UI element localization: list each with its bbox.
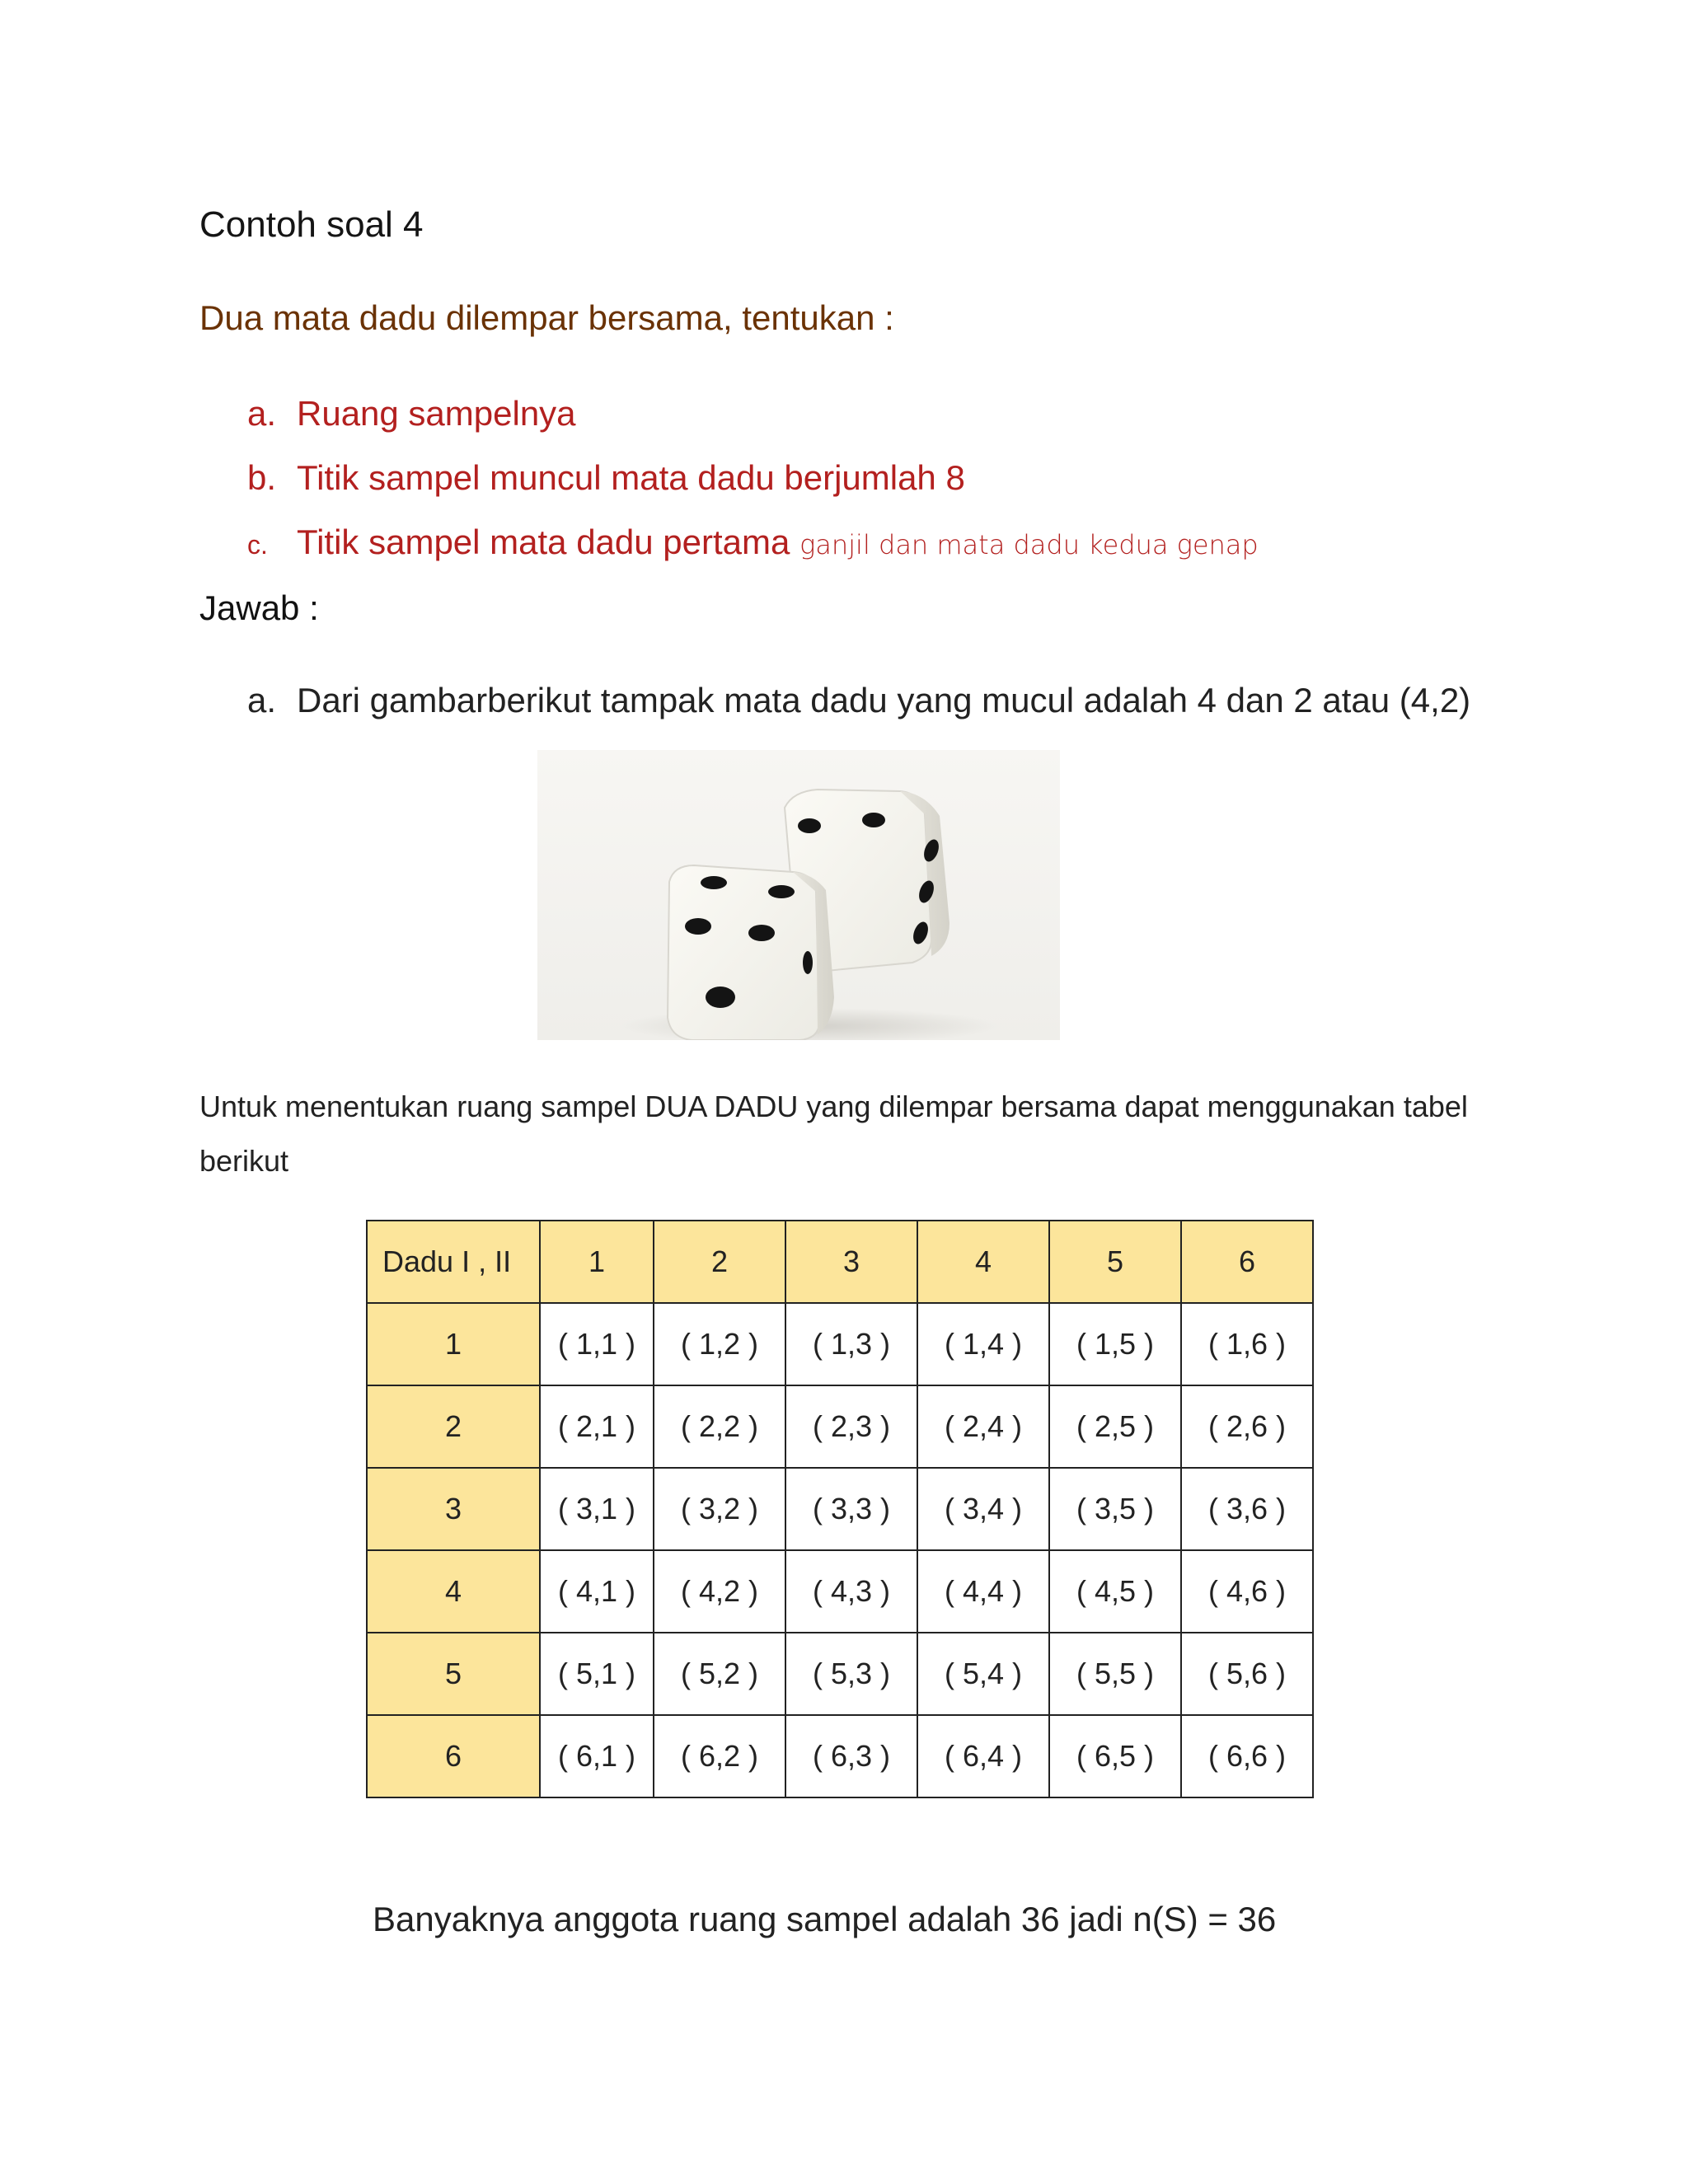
table-cell: ( 6,2 ) bbox=[654, 1715, 785, 1797]
table-cell: ( 3,6 ) bbox=[1181, 1468, 1313, 1550]
table-cell: ( 2,2 ) bbox=[654, 1385, 785, 1468]
question-item-text: Ruang sampelnya bbox=[297, 394, 576, 433]
question-text: Dua mata dadu dilempar bersama, tentukan : bbox=[199, 298, 894, 337]
table-cell: ( 1,4 ) bbox=[917, 1303, 1049, 1385]
list-marker: c. bbox=[247, 530, 268, 560]
table-header-row bbox=[367, 1221, 1313, 1303]
table-cell: ( 6,5 ) bbox=[1049, 1715, 1181, 1797]
table-cell: ( 1,6 ) bbox=[1181, 1303, 1313, 1385]
table-cell: ( 1,3 ) bbox=[785, 1303, 917, 1385]
dice-image bbox=[537, 750, 1060, 1040]
table-cell: ( 4,5 ) bbox=[1049, 1550, 1181, 1633]
table-cell: ( 4,1 ) bbox=[540, 1550, 654, 1633]
table-row bbox=[367, 1468, 1313, 1550]
column-header: 4 bbox=[917, 1221, 1049, 1303]
table-cell: ( 5,3 ) bbox=[785, 1633, 917, 1715]
question-item-c bbox=[247, 523, 1259, 562]
row-header: 1 bbox=[367, 1303, 540, 1385]
table-cell: ( 3,1 ) bbox=[540, 1468, 654, 1550]
question-item-text: Titik sampel muncul mata dadu berjumlah 8 bbox=[297, 458, 965, 497]
list-marker: b. bbox=[247, 458, 277, 497]
table-corner-cell: Dadu I , II bbox=[367, 1221, 540, 1303]
table-row bbox=[367, 1715, 1313, 1797]
table-row bbox=[367, 1550, 1313, 1633]
table-cell: ( 3,2 ) bbox=[654, 1468, 785, 1550]
table-cell: ( 2,3 ) bbox=[785, 1385, 917, 1468]
question-item-tail: ganjil dan mata dadu kedua genap bbox=[799, 529, 1259, 560]
row-header: 6 bbox=[367, 1715, 540, 1797]
column-header: 5 bbox=[1049, 1221, 1181, 1303]
table-cell: ( 2,6 ) bbox=[1181, 1385, 1313, 1468]
column-header: 3 bbox=[785, 1221, 917, 1303]
row-header: 3 bbox=[367, 1468, 540, 1550]
row-header: 4 bbox=[367, 1550, 540, 1633]
table-cell: ( 1,2 ) bbox=[654, 1303, 785, 1385]
column-header: 1 bbox=[540, 1221, 654, 1303]
table-cell: ( 6,6 ) bbox=[1181, 1715, 1313, 1797]
column-header: 6 bbox=[1181, 1221, 1313, 1303]
answer-label: Jawab : bbox=[199, 588, 319, 627]
table-cell: ( 5,2 ) bbox=[654, 1633, 785, 1715]
table-cell: ( 5,4 ) bbox=[917, 1633, 1049, 1715]
list-marker: a. bbox=[247, 394, 277, 433]
row-header: 2 bbox=[367, 1385, 540, 1468]
question-item-a bbox=[247, 394, 576, 434]
table-cell: ( 6,3 ) bbox=[785, 1715, 917, 1797]
table-cell: ( 4,3 ) bbox=[785, 1550, 917, 1633]
table-cell: ( 3,3 ) bbox=[785, 1468, 917, 1550]
intro-paragraph: Untuk menentukan ruang sampel DUA DADU yang dilempar bersama dapat menggunakan tabel berikut bbox=[199, 1090, 1468, 1178]
answer-item-a bbox=[247, 681, 1470, 720]
table-cell: ( 6,1 ) bbox=[540, 1715, 654, 1797]
list-marker: a. bbox=[247, 681, 277, 719]
table-cell: ( 2,5 ) bbox=[1049, 1385, 1181, 1468]
table-cell: ( 4,2 ) bbox=[654, 1550, 785, 1633]
table-cell: ( 2,1 ) bbox=[540, 1385, 654, 1468]
table-cell: ( 5,5 ) bbox=[1049, 1633, 1181, 1715]
table-cell: ( 1,1 ) bbox=[540, 1303, 654, 1385]
table-cell: ( 6,4 ) bbox=[917, 1715, 1049, 1797]
answer-item-text: Dari gambarberikut tampak mata dadu yang mucul adalah 4 dan 2 atau (4,2) bbox=[297, 681, 1471, 719]
page-title: Contoh soal 4 bbox=[199, 204, 424, 245]
row-header: 5 bbox=[367, 1633, 540, 1715]
table-row bbox=[367, 1303, 1313, 1385]
table-cell: ( 1,5 ) bbox=[1049, 1303, 1181, 1385]
table-cell: ( 3,4 ) bbox=[917, 1468, 1049, 1550]
table-cell: ( 4,6 ) bbox=[1181, 1550, 1313, 1633]
table-cell: ( 2,4 ) bbox=[917, 1385, 1049, 1468]
sample-space-table bbox=[366, 1220, 1314, 1798]
table-row bbox=[367, 1633, 1313, 1715]
question-item-text: Titik sampel mata dadu pertama bbox=[297, 523, 790, 561]
question-item-b bbox=[247, 458, 965, 498]
column-header: 2 bbox=[654, 1221, 785, 1303]
summary-text: Banyaknya anggota ruang sampel adalah 36 jadi n(S) = 36 bbox=[373, 1900, 1277, 1938]
table-cell: ( 5,1 ) bbox=[540, 1633, 654, 1715]
table-cell: ( 3,5 ) bbox=[1049, 1468, 1181, 1550]
table-cell: ( 4,4 ) bbox=[917, 1550, 1049, 1633]
table-row bbox=[367, 1385, 1313, 1468]
table-cell: ( 5,6 ) bbox=[1181, 1633, 1313, 1715]
